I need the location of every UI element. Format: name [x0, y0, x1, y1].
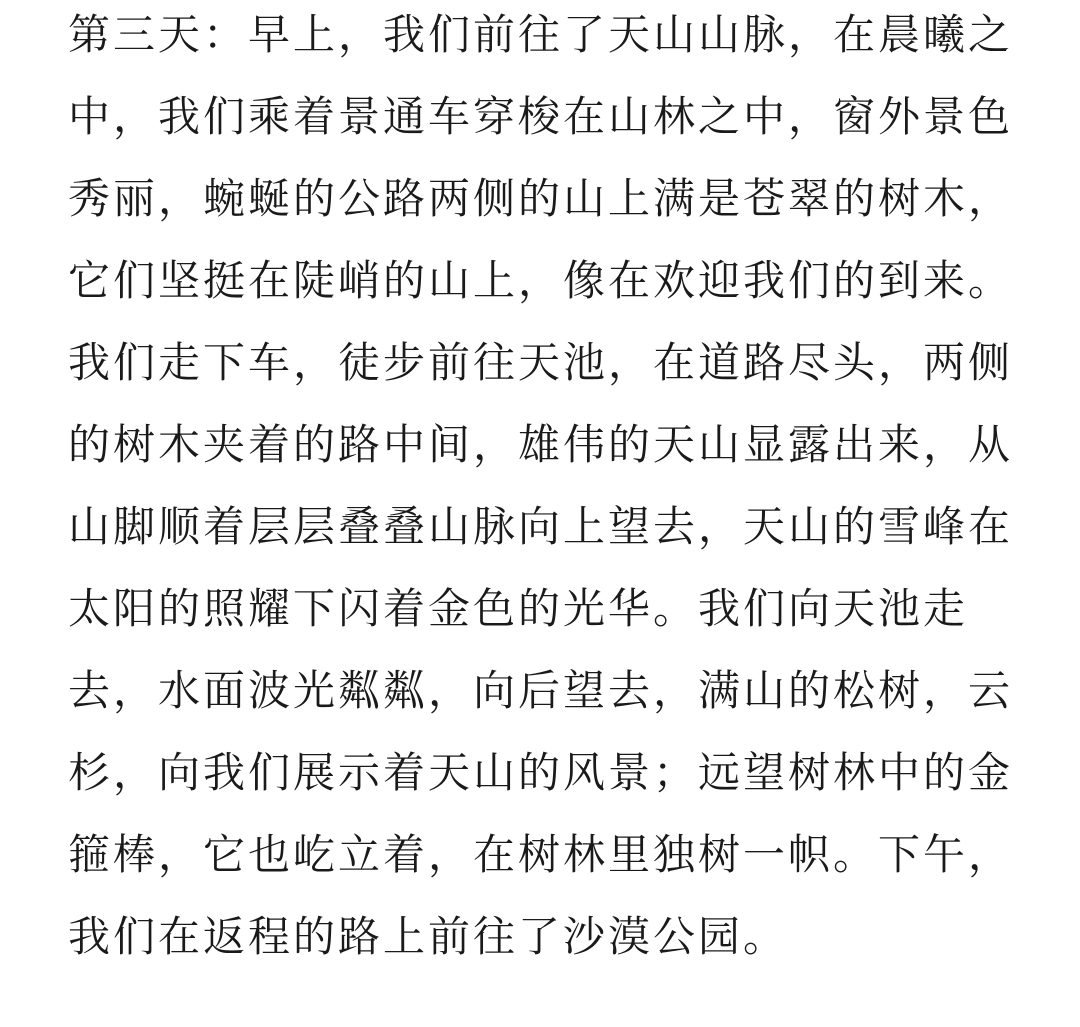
article-line: 中，我们乘着景通车穿梭在山林之中，窗外景色 [68, 92, 1014, 141]
article-body [68, 0, 1018, 978]
article-line: 去，水面波光粼粼，向后望去，满山的松树，云 [68, 666, 1014, 715]
article-line: 太阳的照耀下闪着金色的光华。我们向天池走 [68, 584, 969, 633]
article-line: 的树木夹着的路中间，雄伟的天山显露出来，从 [68, 420, 1014, 469]
article-line: 它们坚挺在陡峭的山上，像在欢迎我们的到来。 [68, 256, 1014, 305]
article-line: 杉，向我们展示着天山的风景；远望树林中的金 [68, 748, 1014, 797]
article-line: 箍棒，它也屹立着，在树林里独树一帜。下午， [68, 830, 1014, 879]
article-line: 第三天：早上，我们前往了天山山脉，在晨曦之 [68, 10, 1014, 59]
article-line: 我们在返程的路上前往了沙漠公园。 [68, 912, 789, 961]
article-line: 我们走下车，徒步前往天池，在道路尽头，两侧 [68, 338, 1014, 387]
article-line: 秀丽，蜿蜒的公路两侧的山上满是苍翠的树木， [68, 174, 1014, 223]
article-line: 山脚顺着层层叠叠山脉向上望去，天山的雪峰在 [68, 502, 1014, 551]
